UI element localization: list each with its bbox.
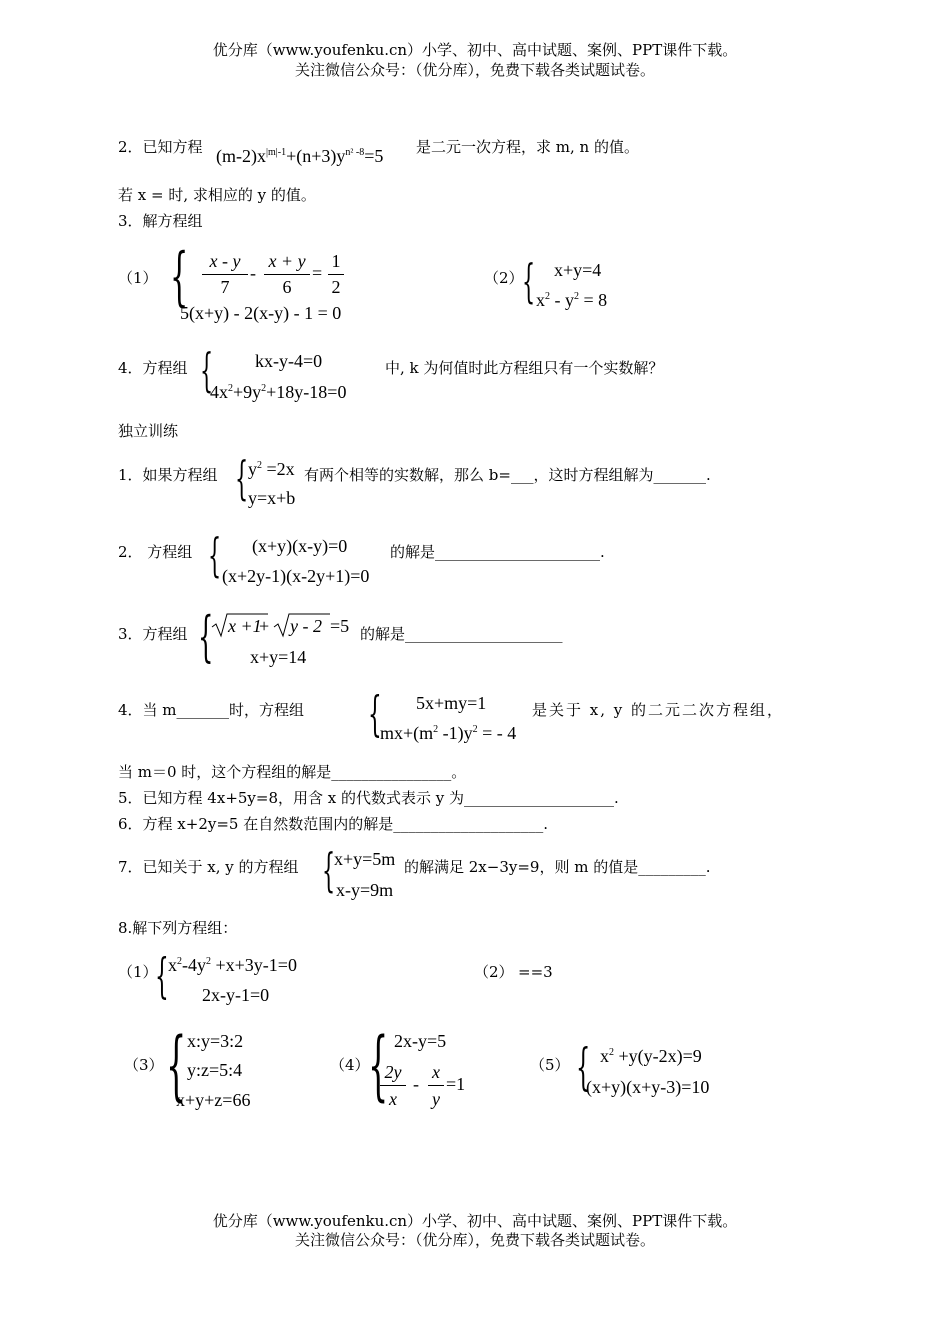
p2-prefix: 2．已知方程 xyxy=(118,138,203,156)
p3-frac2-den: 6 xyxy=(282,277,292,297)
q8-sys3-line3: x+y+z=66 xyxy=(176,1090,251,1110)
header-line-1: 优分库（www.youfenku.cn）小学、初中、高中试题、案例、PPT课件下载。 xyxy=(212,41,738,59)
q8-label-2: （2） xyxy=(474,963,514,981)
q6-text: 6．方程 x+2y=5 在自然数范围内的解是____________________. xyxy=(118,815,549,833)
q4-line3: 当 m＝0 时，这个方程组的解是________________。 xyxy=(118,763,467,781)
q8-sys2: ==3 xyxy=(518,963,553,981)
p4-line1: kx-y-4=0 xyxy=(255,351,323,371)
q2-brace: { xyxy=(208,528,222,582)
q4-line2: $mx+(m^2$ $-1)y^2$ = - 4 xyxy=(380,723,517,743)
q5-text: 5．已知方程 4x+5y=8，用含 x 的代数式表示 y 为____________________. xyxy=(118,789,619,807)
q7-line1: x+y=5m xyxy=(334,849,396,869)
p3-frac2-num: x + y xyxy=(268,251,306,271)
q8-sys4-line1: 2x-y=5 xyxy=(394,1031,447,1051)
p4-suffix: 中, k 为何值时此方程组只有一个实数解？ xyxy=(385,359,664,377)
p3-equals: = xyxy=(312,263,323,283)
q8-label-3: （3） xyxy=(124,1056,164,1074)
p3-frac1-num: x - y xyxy=(209,251,241,271)
q4-brace: { xyxy=(368,686,382,742)
p3-frac2-bar xyxy=(264,274,310,275)
p3-frac3-num: 1 xyxy=(331,251,341,271)
p3-minus: - xyxy=(250,263,256,283)
q3-radicand-2: y - 2 xyxy=(290,616,322,636)
p3-brace-1: { xyxy=(170,240,189,314)
q4-line1: 5x+my=1 xyxy=(416,693,487,713)
q8-label-1: （1） xyxy=(118,963,158,981)
p3-line2: 5(x+y) - 2(x-y) - 1 = 0 xyxy=(180,303,342,323)
q1-label: 1．如果方程组 xyxy=(118,466,218,484)
q4-part1: 4．当 m_______时，方程组 xyxy=(118,701,305,719)
p2-line2: 若 x = 时, 求相应的 y 的值。 xyxy=(118,186,316,204)
p2-suffix: 是二元一次方程，求 m, n 的值。 xyxy=(416,138,639,156)
p3-sys2-line2: $x^2 - y^2 = 8$ xyxy=(536,290,608,310)
q8-sys3-line2: y:z=5:4 xyxy=(187,1060,243,1080)
q3-equals: =5 xyxy=(330,616,350,636)
q3-brace: { xyxy=(198,605,214,668)
q8-sys4-frac2-bar xyxy=(428,1085,444,1086)
p2-equation: $(m-2)x^{|m|-1}+(n+3)y^{n^2 -8}=5$ xyxy=(216,146,384,166)
q2-line2: (x+2y-1)(x-2y+1)=0 xyxy=(222,566,370,586)
p3-title: 3．解方程组 xyxy=(118,212,203,230)
q3-suffix: 的解是_____________________ xyxy=(360,625,563,643)
q8-sys4-frac2-den: y xyxy=(432,1089,440,1109)
q8-sys1-line1: $x^2-4y^2 +x+3y-1=0$ xyxy=(168,955,297,975)
q2-label: 2． 方程组 xyxy=(118,543,193,561)
p3-brace-2: { xyxy=(522,254,536,308)
q8-sys5-line2: (x+y)(x+y-3)=10 xyxy=(586,1077,710,1097)
q8-brace-5: { xyxy=(576,1038,591,1096)
q2-suffix: 的解是______________________. xyxy=(390,543,605,561)
q8-brace-3: { xyxy=(166,1020,187,1109)
q8-sys4-equals: =1 xyxy=(446,1074,466,1094)
q1-line2: y=x+b xyxy=(248,488,296,508)
q4-suffix: 是关于 x, y 的二元二次方程组， xyxy=(532,701,785,719)
q7-label: 7．已知关于 x, y 的方程组 xyxy=(118,858,299,876)
q8-label-4: （4） xyxy=(330,1056,370,1074)
q8-brace-1: { xyxy=(155,948,169,1004)
p4-line2: $4x^2+9y^2+18y-18=0$ xyxy=(210,382,347,402)
q3-line2: x+y=14 xyxy=(250,647,307,667)
p3-frac3-den: 2 xyxy=(331,277,341,297)
footer-line-2: 关注微信公众号：（优分库），免费下载各类试题试卷。 xyxy=(294,1231,655,1249)
q8-brace-4: { xyxy=(368,1020,389,1109)
q7-line2: x-y=9m xyxy=(336,880,394,900)
q1-suffix: 有两个相等的实数解，那么 b=___，这时方程组解为_______. xyxy=(304,466,711,484)
section-title: 独立训练 xyxy=(118,422,179,440)
q8-sys4-frac1-num: 2y xyxy=(384,1062,402,1082)
p3-sys2-line1: x+y=4 xyxy=(554,260,602,280)
p3-frac3-bar xyxy=(328,274,344,275)
q8-sys4-frac1-bar xyxy=(380,1085,406,1086)
p3-label-2: （2） xyxy=(484,269,524,287)
q7-brace: { xyxy=(322,843,336,897)
q3-plus: + xyxy=(259,616,270,636)
q8-sys1-line2: 2x-y-1=0 xyxy=(202,985,270,1005)
q8-title: 8.解下列方程组： xyxy=(118,919,238,937)
q8-sys5-line1: $x^2 +y(y-2x)=9$ xyxy=(600,1046,702,1066)
q8-sys4-minus: - xyxy=(413,1074,419,1094)
p3-frac1-bar xyxy=(202,274,248,275)
p4-brace: { xyxy=(200,343,214,397)
q1-brace: { xyxy=(235,451,249,505)
q2-line1: (x+y)(x-y)=0 xyxy=(252,536,348,556)
header-line-2: 关注微信公众号：（优分库），免费下载各类试题试卷。 xyxy=(294,61,655,79)
q7-suffix: 的解满足 2x−3y=9，则 m 的值是_________. xyxy=(404,858,711,876)
footer-line-1: 优分库（www.youfenku.cn）小学、初中、高中试题、案例、PPT课件下载。 xyxy=(212,1212,738,1230)
q1-line1: $y^2 =2x$ xyxy=(248,459,295,479)
q8-label-5: （5） xyxy=(530,1056,570,1074)
p3-frac1-den: 7 xyxy=(220,277,230,297)
p4-label: 4．方程组 xyxy=(118,359,188,377)
q8-sys3-line1: x:y=3:2 xyxy=(187,1031,244,1051)
q8-sys4-frac1-den: x xyxy=(389,1089,397,1109)
p3-label-1: （1） xyxy=(118,269,158,287)
q3-radicand-1: x +1 xyxy=(228,616,262,636)
q3-label: 3．方程组 xyxy=(118,625,188,643)
q8-sys4-frac2-num: x xyxy=(432,1062,440,1082)
